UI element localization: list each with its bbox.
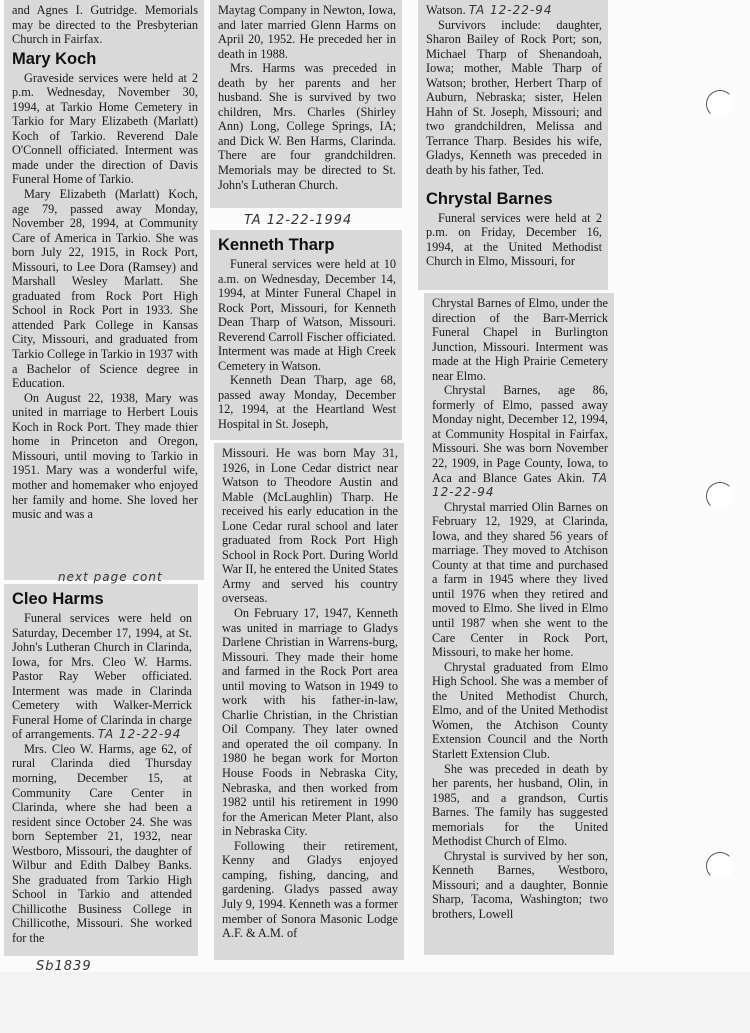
heading-chrystal-barnes: Chrystal Barnes — [426, 189, 553, 208]
paragraph: She was preceded in death by her parents, her husband, Olin, in 1985, and a grandson, Curtis Barnes. The family has suggested memorials for the United Methodist Church of Elmo. — [432, 761, 608, 849]
paragraph: Kenneth Dean Tharp, age 68, passed away Monday, December 12, 1994, at the Heartland West Hospital in St. Joseph, — [218, 373, 396, 432]
handwritten-date-stamp: TA 12-22-94 — [468, 3, 553, 17]
clipping-tharp-survivors-and-barnes — [418, 0, 608, 290]
paragraph: Funeral services were held at 10 a.m. on Wednesday, December 14, 1994, at Minter Funeral Chapel in Rock Port, Missouri, for Kenneth Dean Tharp of Watson, Missouri. Reverend Carroll Fischer officiated. Interment was made at High Creek Cemetery in Watson. — [218, 257, 396, 373]
heading-mary-koch: Mary Koch — [12, 49, 97, 68]
clipping-mary-koch — [4, 0, 204, 580]
paragraph: Mrs. Harms was preceded in death by her parents and her husband. She is survived by two children, Mrs. Charles (Shirley Ann) Long, College Springs, IA; and Dick W. Ben Harms, Clarinda. There are four grandchildren. Memorials may be directed to St. John's Lutheran Church. — [218, 61, 396, 192]
clipping-chrystal-barnes-continued — [424, 293, 614, 955]
binder-hole-middle — [706, 482, 734, 510]
clipping-cleo-harms — [4, 584, 198, 956]
paragraph: Chrystal graduated from Elmo High School. She was a member of the United Methodist Church, Elmo, and of the United Methodist Women, the Atchison County Extension Council and the North Starlett Extension Club. — [432, 659, 608, 761]
handwritten-note-next-page: next page cont — [58, 570, 163, 584]
paragraph: Maytag Company in Newton, Iowa, and later married Glenn Harms on April 20, 1952. He preceded her in death in 1988. — [218, 3, 396, 61]
paragraph: Funeral services were held on Saturday, December 17, 1994, at St. John's Lutheran Church in Clarinda, Iowa, for Mrs. Cleo W. Harms. Pastor Ray Weber officiated. Interment was made in Clarinda Cemetery with Walker-Merrick Funeral Home of Clarinda in charge of arrangements. TA 12-22-94 — [12, 611, 192, 742]
paragraph: Funeral services were held at 2 p.m. on Friday, December 16, 1994, at the United Methodist Church in Elmo, Missouri, for — [426, 210, 602, 269]
paragraph: Mary Elizabeth (Marlatt) Koch, age 79, passed away Monday, November 28, 1994, at Community Care of America in Tarkio. She was born July 22, 1915, in Rock Port, Missouri, to Lee Dora (Ramsey) and Marshall Wesley Marlatt. She graduated from Rock Port High School in Rock Port in 1933. She attended Park College in Kansas City, Missouri, and graduated from Tarkio College in Tarkio in 1937 with a Bachelor of Science degree in Education. — [12, 187, 198, 391]
handwritten-date-stamp: TA 12-22-94 — [97, 727, 182, 742]
handwritten-date-stamp: TA 12-22-1994 — [244, 213, 353, 228]
heading-cleo-harms: Cleo Harms — [12, 590, 104, 608]
clipping-kenneth-tharp — [210, 230, 402, 440]
clipping-kenneth-tharp-continued — [214, 443, 404, 960]
handwritten-page-number: Sb1839 — [36, 959, 92, 974]
previous-obituary-end: and Agnes I. Gutridge. Memorials may be directed to the Presbyterian Church in Fairfax. — [12, 3, 198, 47]
paragraph: Chrystal is survived by her son, Kenneth Barnes, Westboro, Missouri; and a daughter, Bonnie Sharp, Tacoma, Washington; two brothers, Lowell — [432, 848, 608, 921]
binder-hole-top — [706, 90, 734, 118]
paragraph: Watson. TA 12-22-94 — [426, 3, 553, 17]
paragraph: Chrystal married Olin Barnes on February 12, 1929, at Clarinda, Iowa, and they shared 56 years of marriage. They moved to Atchison County at that time and purchased a farm in 1945 where they lived until 1976 when they retired and moved to Elmo. She lived in Elmo until 1987 when she went to the Care Center in Rock Port, Missouri, to make her home. — [432, 499, 608, 660]
paragraph: Chrystal Barnes, age 86, formerly of Elmo, passed away Monday night, December 12, 1994, at Community Hospital in Fairfax, Missouri. She was born November 22, 1909, in Page County, Iowa, to Aca and Blance Gates Akin. TA 12-22-94 — [432, 383, 608, 500]
paragraph: Survivors include: daughter, Sharon Bailey of Rock Port; son, Michael Tharp of Shenandoah, Iowa; mother, Mable Tharp of Watson; brother, Herbert Tharp of Auburn, Nebraska; sister, Helen Hahn of St. Joseph, Missouri; and two grandchildren, Melissa and Terrance Tharp. Besides his wife, Gladys, Kenneth was preceded in death by his father, Ted. — [426, 17, 602, 178]
paragraph: On February 17, 1947, Kenneth was united in marriage to Gladys Darlene Christian in Warrens-burg, Missouri. They made their home and farmed in the Rock Port area until moving to Watson in 1949 to work with his father-in-law, Charlie Christian, in the Christian Oil Company. They later owned and operated the oil company. In 1980 he began work for Morton House Foods in Nebraska City, Nebraska, and then worked from 1982 until his retirement in 1990 for the American Meter Plant, also in Nebraska City. — [222, 606, 398, 839]
clipping-cleo-harms-continued — [210, 0, 402, 208]
heading-kenneth-tharp: Kenneth Tharp — [218, 236, 335, 254]
binder-hole-bottom — [706, 852, 734, 880]
paragraph: Missouri. He was born May 31, 1926, in Lone Cedar district near Watson to Theodore Austin and Mable (McLaughlin) Tharp. He received his early education in the Lone Cedar rural school and later graduated from Rock Port High School in Rock Port. During World War II, he entered the United States Army and served his country overseas. — [222, 446, 398, 606]
paragraph: Following their retirement, Kenny and Gladys enjoyed camping, fishing, dancing, and gardening. Gladys passed away July 9, 1994. Kenneth was a former member of Sonora Masonic Lodge A.F. & A.M. of — [222, 838, 398, 941]
paragraph: Graveside services were held at 2 p.m. Wednesday, November 30, 1994, at Tarkio Home Cemetery in Tarkio for Mary Elizabeth (Marlatt) Koch of Tarkio. Reverend Dale O'Connell officiated. Interment was made under the direction of Davis Funeral Home of Tarkio. — [12, 70, 198, 187]
paragraph: Mrs. Cleo W. Harms, age 62, of rural Clarinda died Thursday morning, December 15, at Community Care Center in Clarinda, where she had been a resident since October 24. She was born September 21, 1932, near Westboro, Missouri, the daughter of Wilbur and Edith Dalbey Banks. She graduated from Tarkio High School in Tarkio and attended Chillicothe Business College in Chillicothe, Missouri. She worked for the — [12, 741, 192, 946]
page-bottom-margin — [0, 972, 750, 1033]
handwritten-date-stamp: TA 12-22-94 — [432, 470, 608, 500]
paragraph: On August 22, 1938, Mary was united in marriage to Herbert Louis Koch in Rock Port. They made thier home in Princeton and Oregon, Missouri, until moving to Tarkio in 1951. Mary was a wonderful wife, mother and homemaker who enjoyed her family and home. She loved her music and was a — [12, 390, 198, 522]
paragraph: Chrystal Barnes of Elmo, under the direction of the Barr-Merrick Funeral Chapel in Burlington Junction, Missouri. Interment was made at the High Prairie Cemetery near Elmo. — [432, 296, 608, 383]
